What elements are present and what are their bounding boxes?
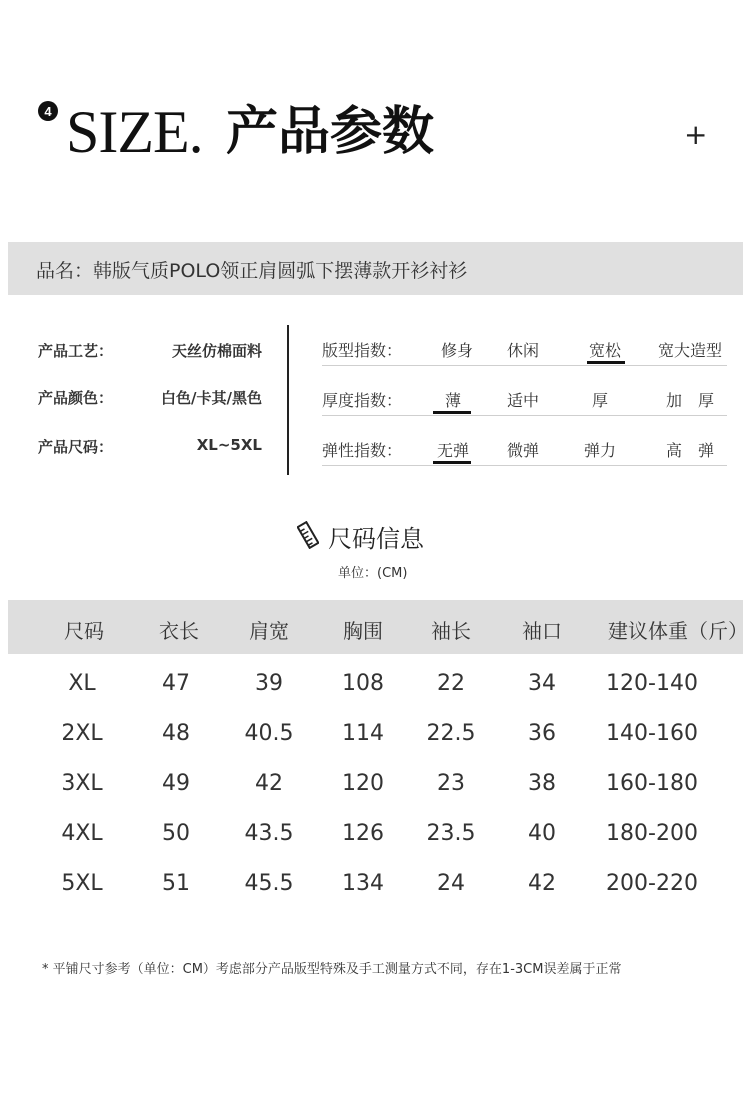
elasticity-option-high: 高 弹 <box>665 441 714 460</box>
cell-cuff: 38 <box>528 771 556 796</box>
thickness-index-label: 厚度指数： <box>322 391 403 410</box>
measurement-footnote: * 平铺尺寸参考（单位：CM）考虑部分产品版型特殊及手工测量方式不同，存在1-3CM误差属于正常 <box>42 962 622 977</box>
cell-sleeve: 22.5 <box>426 721 476 746</box>
cell-chest: 126 <box>342 821 384 846</box>
size-unit-label: 单位：(CM) <box>338 566 408 581</box>
cell-size: 4XL <box>61 821 103 846</box>
cell-cuff: 42 <box>528 871 556 896</box>
header-sleeve: 袖长 <box>431 619 471 643</box>
thickness-option-medium: 适中 <box>506 391 539 410</box>
cell-size: 3XL <box>61 771 103 796</box>
elasticity-row-divider <box>322 465 727 466</box>
cell-size: 5XL <box>61 871 103 896</box>
fit-index-label: 版型指数： <box>322 341 403 360</box>
thickness-row-divider <box>322 415 727 416</box>
section-title-cn: 产品参数 <box>226 101 435 162</box>
cell-sleeve: 23 <box>437 771 465 796</box>
header-weight: 建议体重（斤） <box>608 619 748 643</box>
elasticity-selected-underline <box>433 461 471 464</box>
thickness-option-thick: 厚 <box>591 391 608 410</box>
color-value: 白色/卡其/黑色 <box>161 389 262 407</box>
cell-chest: 108 <box>342 671 384 696</box>
cell-cuff: 34 <box>528 671 556 696</box>
header-length: 衣长 <box>159 619 199 643</box>
elasticity-index-label: 弹性指数： <box>322 441 403 460</box>
ruler-icon <box>297 521 319 549</box>
cell-cuff: 36 <box>528 721 556 746</box>
fit-option-loose: 宽松 <box>588 341 621 360</box>
fit-option-oversized: 宽大造型 <box>657 341 722 360</box>
header-shoulder: 肩宽 <box>249 619 289 643</box>
plus-icon: + <box>684 118 708 151</box>
cell-weight: 180-200 <box>606 821 698 846</box>
cell-chest: 114 <box>342 721 384 746</box>
elasticity-option-slight: 微弹 <box>506 441 539 460</box>
cell-weight: 200-220 <box>606 871 698 896</box>
thickness-option-extra-thick: 加 厚 <box>665 391 714 410</box>
cell-sleeve: 24 <box>437 871 465 896</box>
cell-weight: 160-180 <box>606 771 698 796</box>
cell-cuff: 40 <box>528 821 556 846</box>
cell-shoulder: 39 <box>255 671 283 696</box>
cell-size: 2XL <box>61 721 103 746</box>
cell-weight: 140-160 <box>606 721 698 746</box>
craft-value: 天丝仿棉面料 <box>171 342 262 360</box>
elasticity-option-stretch: 弹力 <box>583 441 616 460</box>
section-title-en: SIZE. <box>66 99 203 165</box>
cell-sleeve: 23.5 <box>426 821 476 846</box>
cell-chest: 120 <box>342 771 384 796</box>
cell-length: 47 <box>162 671 190 696</box>
fit-option-slim: 修身 <box>440 341 473 360</box>
thickness-selected-underline <box>433 411 471 414</box>
cell-sleeve: 22 <box>437 671 465 696</box>
cell-length: 48 <box>162 721 190 746</box>
fit-option-casual: 休闲 <box>506 341 539 360</box>
elasticity-option-none: 无弹 <box>436 441 469 460</box>
cell-length: 49 <box>162 771 190 796</box>
size-range-value: XL~5XL <box>196 436 262 454</box>
cell-shoulder: 40.5 <box>244 721 294 746</box>
header-size: 尺码 <box>64 619 104 643</box>
cell-shoulder: 45.5 <box>244 871 294 896</box>
vertical-divider <box>287 325 289 475</box>
size-info-title: 尺码信息 <box>328 525 424 553</box>
cell-shoulder: 43.5 <box>244 821 294 846</box>
craft-label: 产品工艺： <box>38 342 114 360</box>
thickness-option-thin: 薄 <box>444 391 461 410</box>
fit-selected-underline <box>587 361 625 364</box>
cell-length: 51 <box>162 871 190 896</box>
fit-row-divider <box>322 365 727 366</box>
cell-shoulder: 42 <box>255 771 283 796</box>
product-name: 品名：韩版气质POLO领正肩圆弧下摆薄款开衫衬衫 <box>36 260 468 282</box>
size-range-label: 产品尺码： <box>38 438 114 456</box>
cell-chest: 134 <box>342 871 384 896</box>
cell-length: 50 <box>162 821 190 846</box>
section-number-badge: 4 <box>38 101 58 121</box>
cell-weight: 120-140 <box>606 671 698 696</box>
color-label: 产品颜色： <box>38 389 114 407</box>
cell-size: XL <box>68 671 96 696</box>
header-cuff: 袖口 <box>522 619 562 643</box>
header-chest: 胸围 <box>343 619 383 643</box>
